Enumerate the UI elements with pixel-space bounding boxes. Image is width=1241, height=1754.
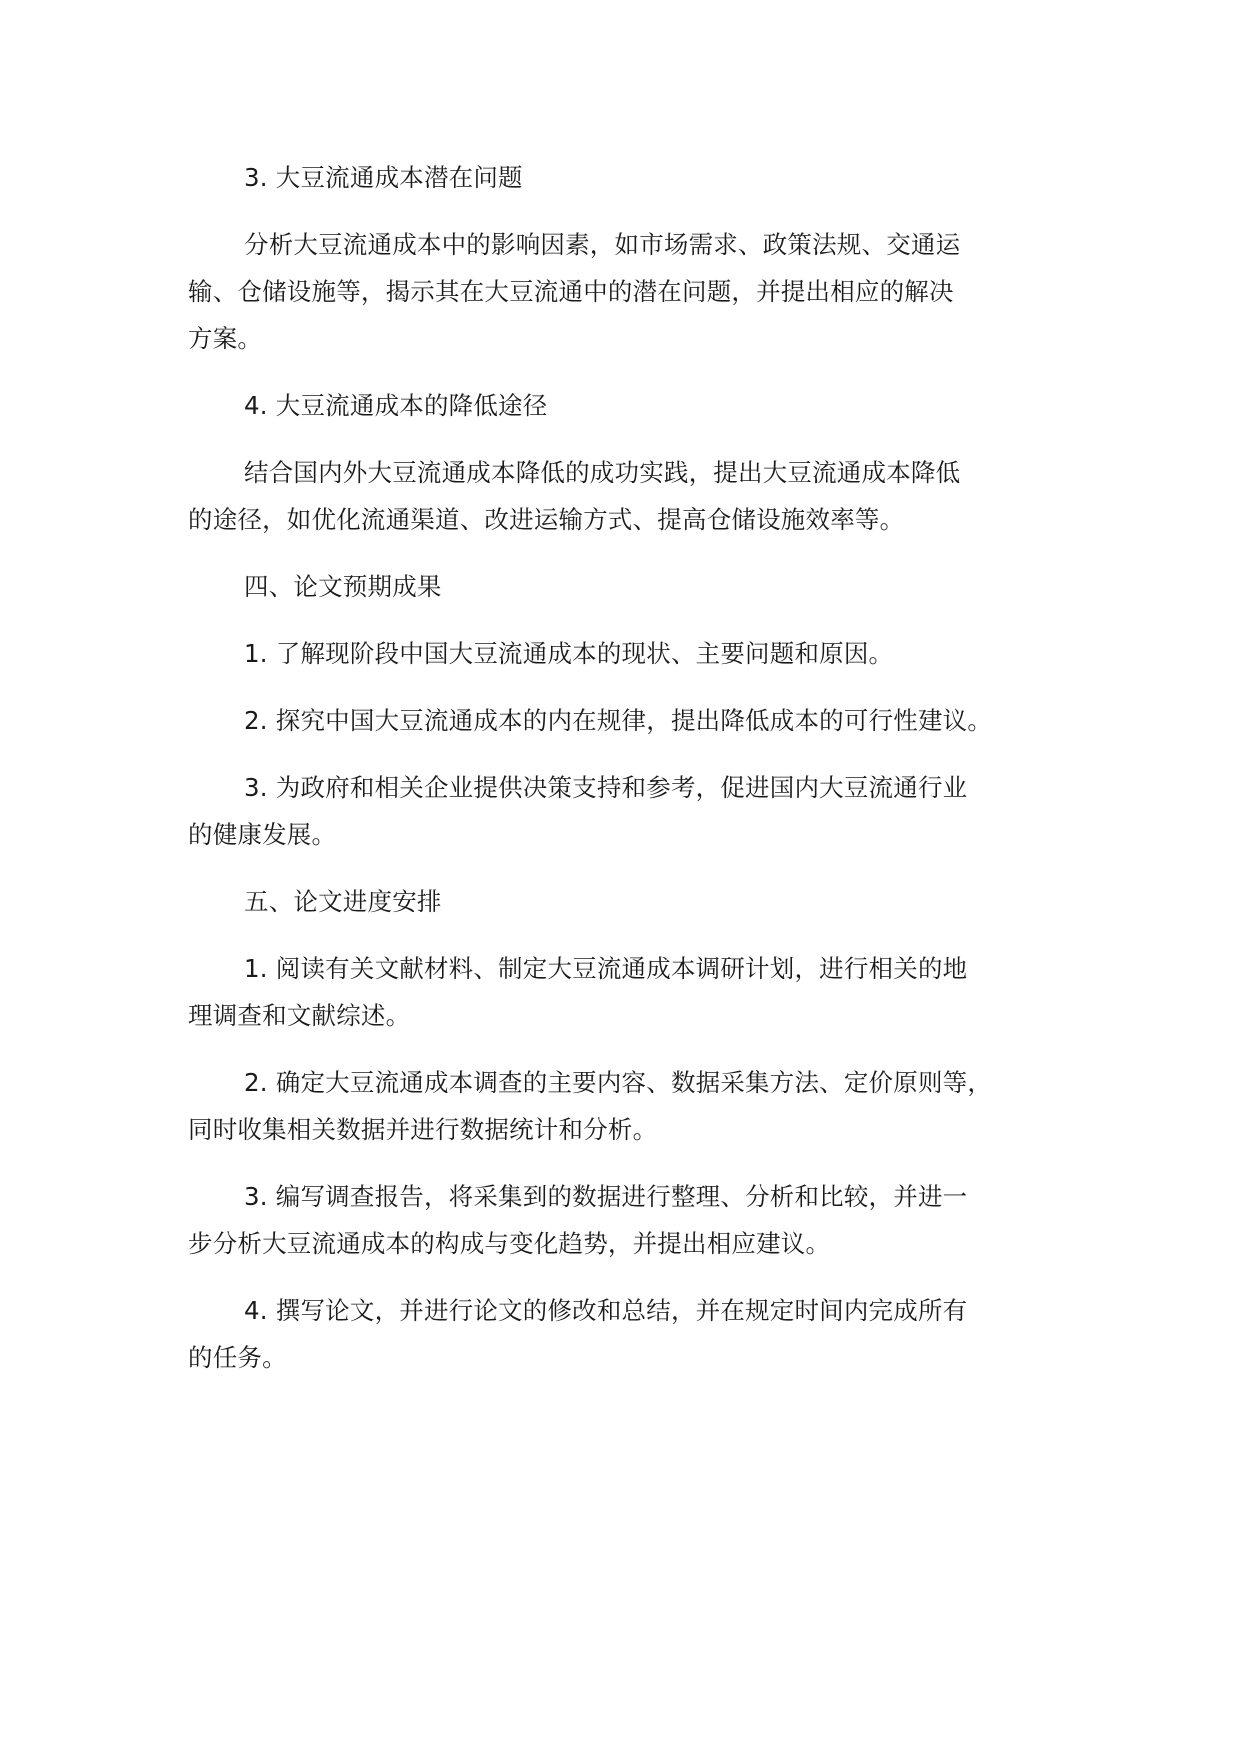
expected-result-item-3: 3. 为政府和相关企业提供决策支持和参考，促进国内大豆流通行业 的健康发展。 [188,773,968,849]
schedule-item-2: 2. 确定大豆流通成本调查的主要内容、数据采集方法、定价原则等， 同时收集相关数据并进行数据统计和分析。 [188,1068,993,1144]
paragraph-influencing-factors: 分析大豆流通成本中的影响因素，如市场需求、政策法规、交通运 输、仓储设施等，揭示其在大豆流通中的潜在问题，并提出相应的解决 方案。 [188,230,961,353]
section-heading-schedule: 五、论文进度安排 [244,887,442,916]
section-heading-cost-reduction: 4. 大豆流通成本的降低途径 [244,391,548,420]
schedule-item-4: 4. 撰写论文，并进行论文的修改和总结，并在规定时间内完成所有 的任务。 [188,1296,968,1372]
expected-result-item-2: 2. 探究中国大豆流通成本的内在规律，提出降低成本的可行性建议。 [244,706,993,735]
schedule-item-3: 3. 编写调查报告，将采集到的数据进行整理、分析和比较，并进一 步分析大豆流通成本的构成与变化趋势，并提出相应建议。 [188,1182,968,1258]
document-body [188,154,1078,1401]
expected-result-item-1: 1. 了解现阶段中国大豆流通成本的现状、主要问题和原因。 [244,639,894,668]
schedule-item-1: 1. 阅读有关文献材料、制定大豆流通成本调研计划，进行相关的地 理调查和文献综述。 [188,954,968,1030]
section-heading-expected-results: 四、论文预期成果 [244,572,442,601]
section-heading-potential-problems: 3. 大豆流通成本潜在问题 [244,163,523,192]
paragraph-reduction-approaches: 结合国内外大豆流通成本降低的成功实践，提出大豆流通成本降低 的途径，如优化流通渠道、改进运输方式、提高仓储设施效率等。 [188,458,961,534]
